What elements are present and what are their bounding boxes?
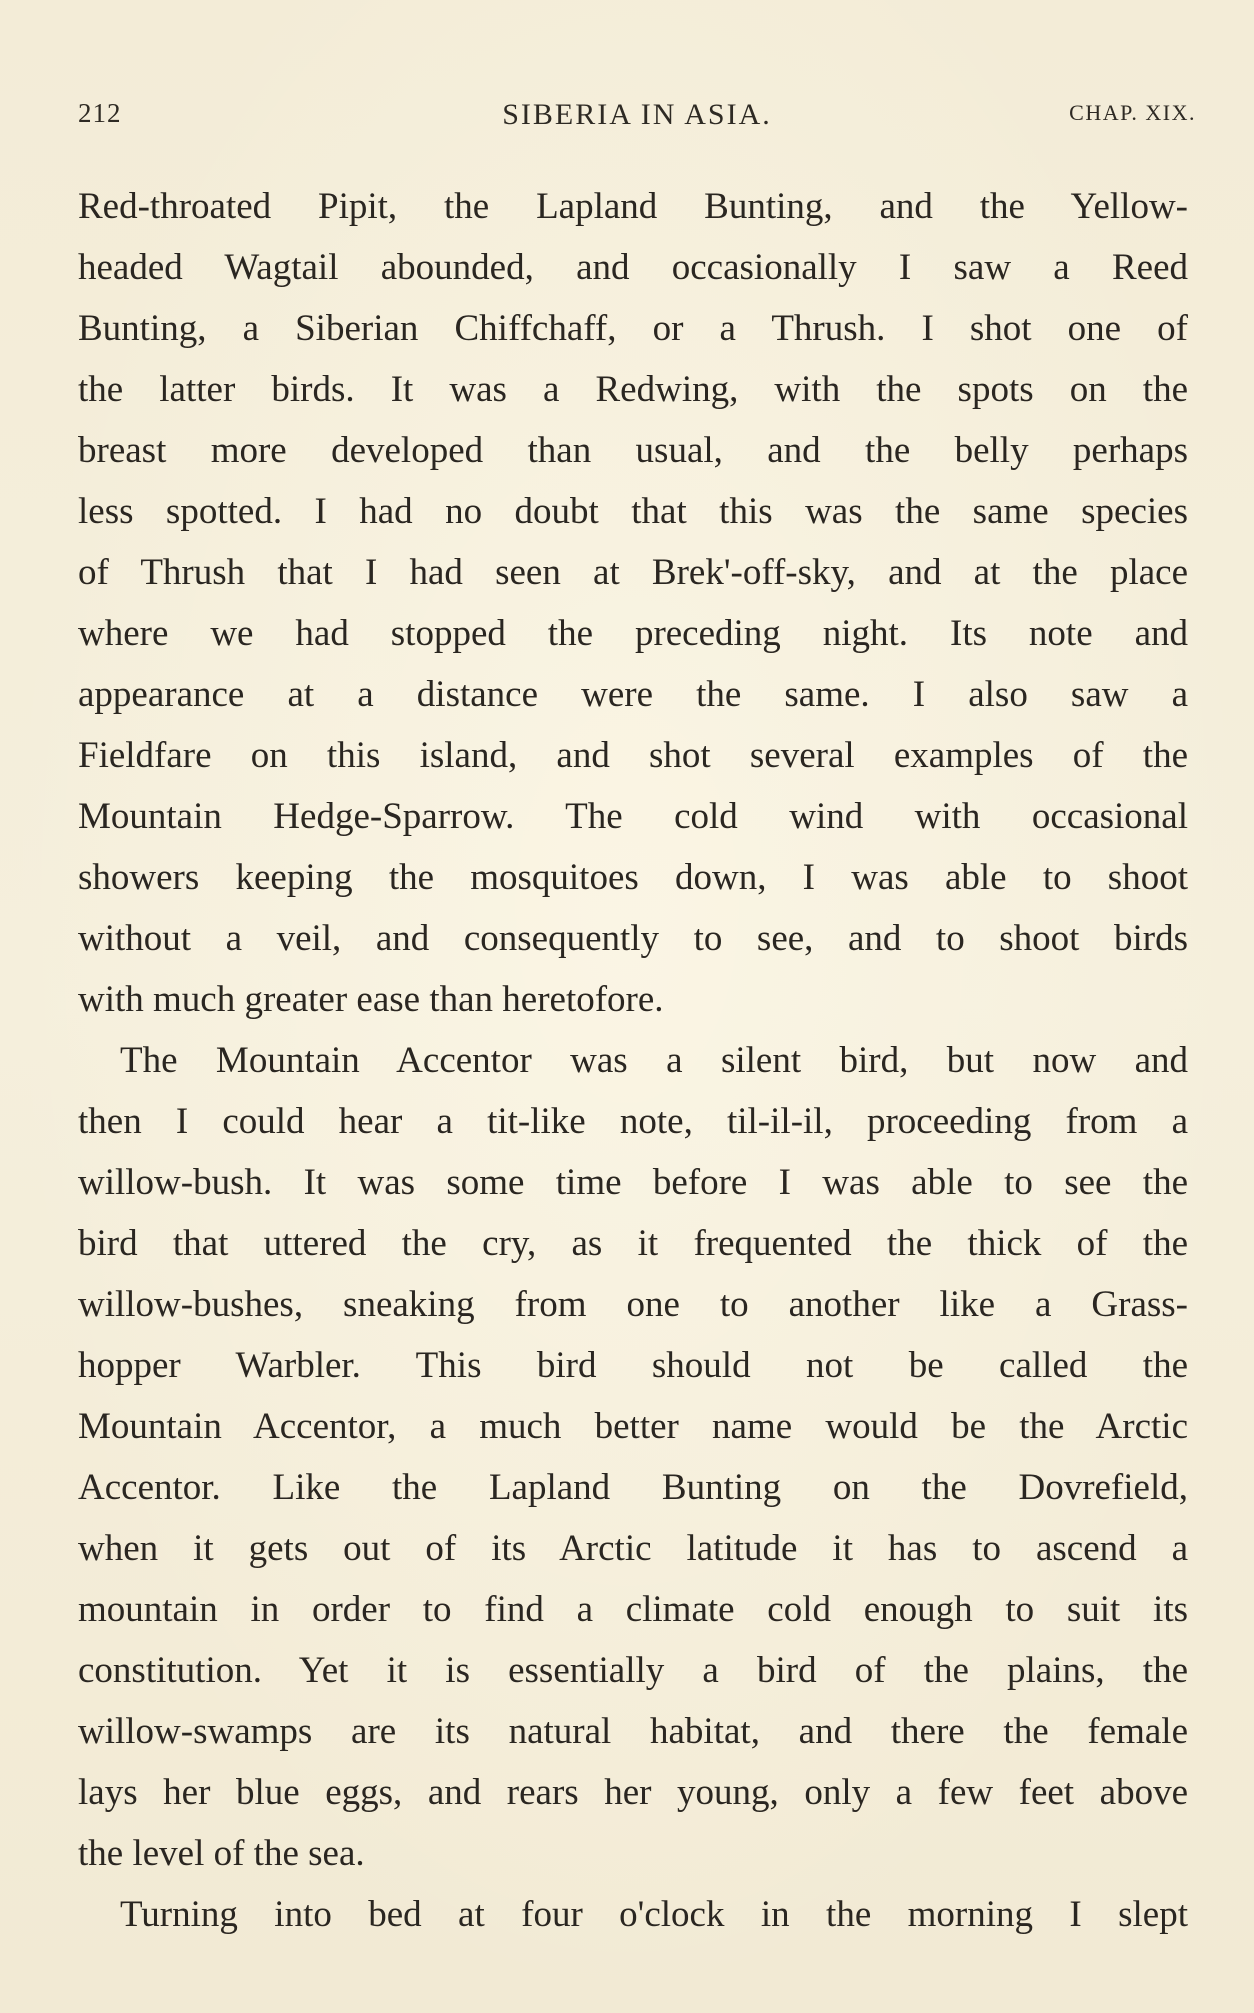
text-line: willow-swamps are its natural habitat, and there the female <box>78 1711 1188 1752</box>
text-line: showers keeping the mosquitoes down, I was able to shoot <box>78 857 1188 898</box>
text-line: Accentor. Like the Lapland Bunting on the Dovrefield, <box>78 1467 1188 1508</box>
text-line: when it gets out of its Arctic latitude it has to ascend a <box>78 1528 1188 1569</box>
paragraph-3 <box>78 1884 1188 1945</box>
text-line: breast more developed than usual, and the belly perhaps <box>78 430 1188 471</box>
text-line: Bunting, a Siberian Chiffchaff, or a Thrush. I shot one of <box>78 308 1188 349</box>
text-line: less spotted. I had no doubt that this was the same species <box>78 491 1188 532</box>
text-line: Mountain Hedge-Sparrow. The cold wind with occasional <box>78 796 1188 837</box>
text-line: without a veil, and consequently to see, and to shoot birds <box>78 918 1188 959</box>
page-number: 212 <box>78 98 122 128</box>
body-text <box>78 176 1188 1945</box>
text-line: the latter birds. It was a Redwing, with the spots on the <box>78 369 1188 410</box>
paragraph-1 <box>78 176 1188 1030</box>
text-line: Fieldfare on this island, and shot several examples of the <box>78 735 1188 776</box>
chapter-label: CHAP. XIX. <box>1069 100 1196 125</box>
text-line: the level of the sea. <box>78 1833 365 1874</box>
text-line: Mountain Accentor, a much better name would be the Arctic <box>78 1406 1188 1447</box>
running-title: SIBERIA IN ASIA. <box>502 98 772 131</box>
text-line: willow-bush. It was some time before I was able to see the <box>78 1162 1188 1203</box>
text-line: headed Wagtail abounded, and occasionally I saw a Reed <box>78 247 1188 288</box>
text-line: The Mountain Accentor was a silent bird, but now and <box>120 1040 1188 1081</box>
text-line: with much greater ease than heretofore. <box>78 979 664 1020</box>
text-line: hopper Warbler. This bird should not be called the <box>78 1345 1188 1386</box>
text-line: where we had stopped the preceding night. Its note and <box>78 613 1188 654</box>
paragraph-2 <box>78 1030 1188 1884</box>
text-line: willow-bushes, sneaking from one to another like a Grass- <box>78 1284 1188 1325</box>
text-line: lays her blue eggs, and rears her young, only a few feet above <box>78 1772 1188 1813</box>
text-line: mountain in order to find a climate cold enough to suit its <box>78 1589 1188 1630</box>
text-line: constitution. Yet it is essentially a bird of the plains, the <box>78 1650 1188 1691</box>
text-line: Red-throated Pipit, the Lapland Bunting, and the Yellow- <box>78 186 1188 227</box>
text-line: bird that uttered the cry, as it frequented the thick of the <box>78 1223 1188 1264</box>
text-line: then I could hear a tit-like note, til-il-il, proceeding from a <box>78 1101 1188 1142</box>
running-head <box>78 98 1196 138</box>
text-line: appearance at a distance were the same. I also saw a <box>78 674 1188 715</box>
text-line: Turning into bed at four o'clock in the morning I slept <box>120 1894 1188 1935</box>
text-line: of Thrush that I had seen at Brek'-off-sky, and at the place <box>78 552 1188 593</box>
